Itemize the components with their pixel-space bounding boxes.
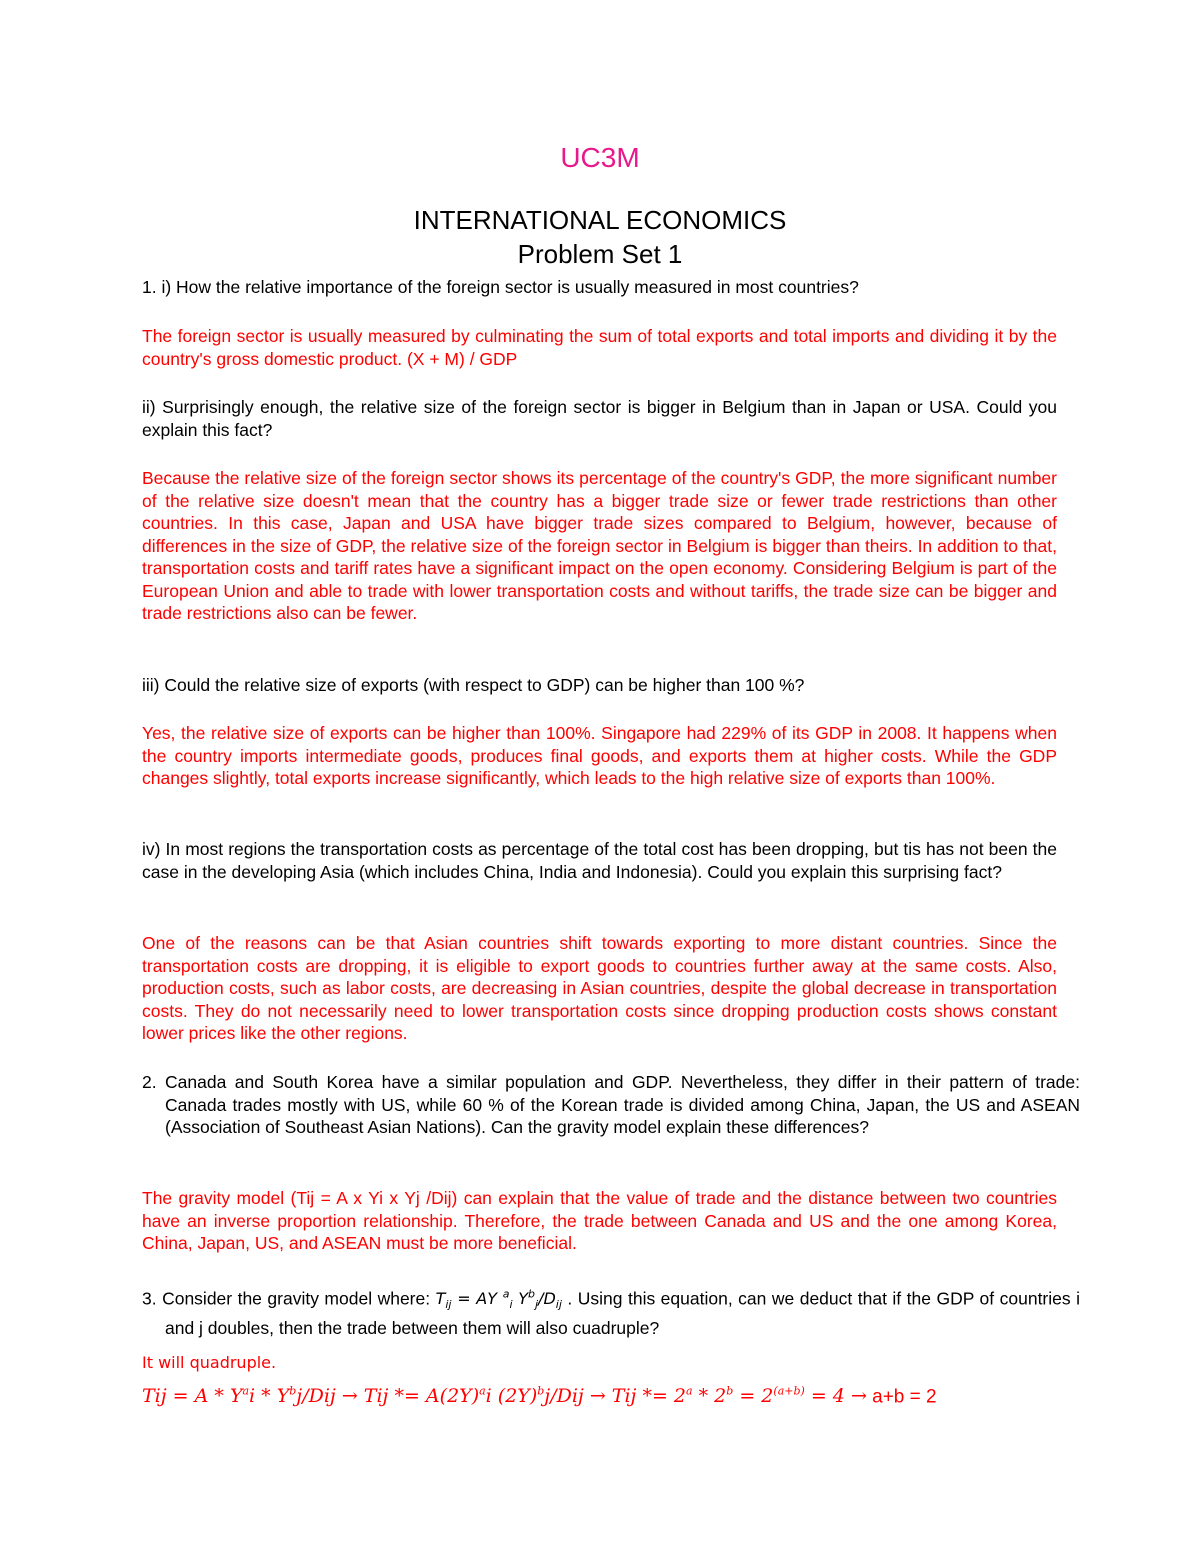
question-1-iv: iv) In most regions the transportation costs as percentage of the total cost has been dropping, but tis has not been the case in the developing Asia (which includes China, India and Indonesia). Could you explain this surprising fact? <box>142 839 1057 882</box>
problem-set-title: Problem Set 1 <box>517 239 683 269</box>
answer-1-ii: Because the relative size of the foreign sector shows its percentage of the country's GDP, the more significant number of the relative size doesn't mean that the country has a bigger trade size or fewer trade restrictions than other countries. In this case, Japan and USA have bigger trade sizes compared to Belgium, however, because of differences in the size of GDP, the relative size of the foreign sector in Belgium is bigger than theirs. In addition to that, transportation costs and tariff rates have a significant impact on the open economy. Considering Belgium is part of the European Union and able to trade with lower transportation costs and without tariffs, the trade size can be bigger and trade restrictions also can be fewer. <box>142 468 1057 623</box>
answer-3-formula: Tij = A * $Y^ai * Y^bj/Dij$ → Tij *= $A(2Y)^ai$ $(2Y)^bj$/Dij → Tij *= $2^a * 2^b = 2^{(a+b)} = 4 \to a+b = 2$ <box>142 1385 937 1408</box>
brand-title: UC3M <box>560 142 640 173</box>
question-1-i: 1. i) How the relative importance of the foreign sector is usually measured in most countries? <box>142 277 859 297</box>
answer-1-iii: Yes, the relative size of exports can be higher than 100%. Singapore had 229% of its GDP in 2008. It happens when the country imports intermediate goods, produces final goods, and exports them at higher costs. While the GDP changes slightly, total exports increase significantly, which leads to the high relative size of exports than 100%. <box>142 723 1057 788</box>
question-3-prefix: 3. Consider the gravity model where: <box>142 1288 436 1309</box>
answer-3-intro: It will quadruple. <box>142 1353 277 1372</box>
course-title: INTERNATIONAL ECONOMICS <box>413 205 787 235</box>
answer-1-iv: One of the reasons can be that Asian countries shift towards exporting to more distant countries. Since the transportation costs are dropping, it is eligible to export goods to countries further away at the same costs. Also, production costs, such as labor costs, are decreasing in Asian countries, despite the global decrease in transportation costs. They do not necessarily need to lower transportation costs since dropping production costs shows constant lower prices like the other regions. <box>142 933 1057 1043</box>
question-1-ii: ii) Surprisingly enough, the relative size of the foreign sector is bigger in Belgium than in Japan or USA. Could you explain this fact? <box>142 397 1057 440</box>
answer-2: The gravity model (Tij = A x Yi x Yj /Dij) can explain that the value of trade and the distance between two countries have an inverse proportion relationship. Therefore, the trade between Canada and US and the one among Korea, China, Japan, US, and ASEAN must be more beneficial. <box>142 1188 1057 1253</box>
gravity-formula: $T_{ij}$ = AY $^a_i$ $Y^b_j/D_{ij}$ <box>435 1288 562 1312</box>
question-3 <box>142 1284 1080 1340</box>
question-1-iii: iii) Could the relative size of exports (with respect to GDP) can be higher than 100 %? <box>142 675 805 695</box>
question-2: 2. Canada and South Korea have a similar population and GDP. Nevertheless, they differ in their pattern of trade: Canada trades mostly with US, while 60 % of the Korean trade is divided among China, Japan, the US and ASEAN (Association of Southeast Asian Nations). Can the gravity model explain these differences? <box>142 1072 1080 1137</box>
answer-1-i: The foreign sector is usually measured by culminating the sum of total exports and total imports and dividing it by the country's gross domestic product. (X + M) / GDP <box>142 326 1057 369</box>
question-3-suffix: . Using this equation, can we deduct that if the GDP of countries i and j doubles, then the trade between them will also cuadruple? <box>165 1288 1080 1339</box>
